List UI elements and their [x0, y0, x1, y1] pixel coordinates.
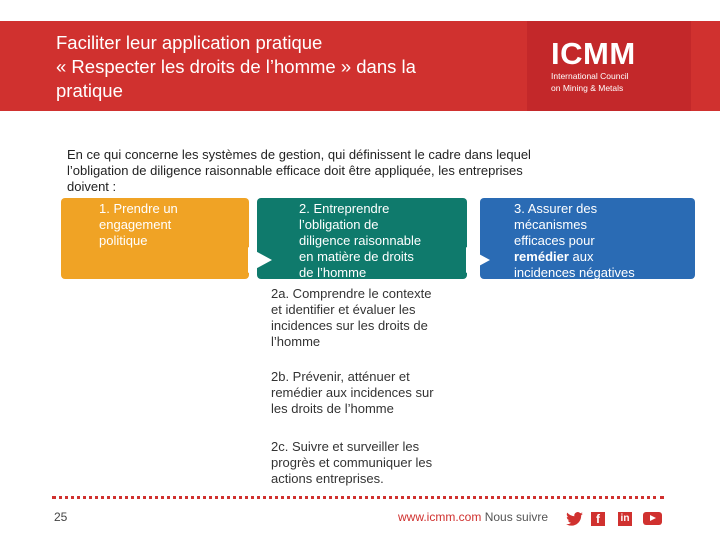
website-link[interactable]: www.icmm.com: [398, 510, 482, 524]
header-banner: [0, 21, 720, 111]
substep-line: 2c. Suivre et surveiller les: [271, 439, 420, 454]
substep-line: l’homme: [271, 334, 321, 349]
linkedin-icon[interactable]: in: [618, 512, 632, 526]
substep-line: 2b. Prévenir, atténuer et: [271, 369, 410, 384]
substep-2b: [271, 369, 471, 417]
follow-us-label: Nous suivre: [484, 510, 549, 524]
step-text-line: incidences négatives: [514, 265, 635, 280]
logo-subtitle-line: International Council: [551, 71, 629, 81]
intro-line: l’obligation de diligence raisonnable efficace doit être appliquée, les entreprises: [67, 163, 523, 178]
substep-2a: [271, 286, 471, 350]
play-arrow-icon: [466, 247, 490, 273]
step-text-line: 2. Entreprendre: [299, 201, 390, 216]
twitter-icon[interactable]: [566, 512, 583, 526]
page-number: 25: [54, 510, 68, 524]
step-text-line: [514, 249, 695, 265]
substep-line: remédier aux incidences sur: [271, 385, 434, 400]
substep-line: progrès et communiquer les: [271, 455, 433, 470]
title-line: pratique: [56, 80, 123, 101]
step-text-line: engagement: [99, 217, 172, 232]
step-text-line: diligence raisonnable: [299, 233, 422, 248]
play-arrow-icon: [248, 247, 272, 273]
step-text-rest: aux: [568, 249, 594, 264]
step-2-box: [257, 198, 467, 279]
slide-title: [56, 31, 486, 103]
intro-line: En ce qui concerne les systèmes de gestion, qui définissent le cadre dans lequel: [67, 147, 531, 162]
title-line: « Respecter les droits de l’homme » dans la: [56, 56, 416, 77]
step-emphasis: remédier: [514, 249, 569, 264]
footer-divider: [52, 496, 664, 499]
step-text-line: l’obligation de: [299, 217, 379, 232]
substep-line: actions entreprises.: [271, 471, 384, 486]
step-text-line: 3. Assurer des: [514, 201, 598, 216]
intro-text: [67, 147, 667, 195]
footer-links: [398, 510, 548, 524]
step-1-box: [61, 198, 249, 279]
substep-line: 2a. Comprendre le contexte: [271, 286, 432, 301]
substep-2c: [271, 439, 471, 487]
step-text-line: efficaces pour: [514, 233, 595, 248]
logo-subtitle-line: on Mining & Metals: [551, 83, 624, 93]
title-line: Faciliter leur application pratique: [56, 32, 323, 53]
step-3-box: [480, 198, 695, 279]
step-text-line: de l’homme: [299, 265, 367, 280]
intro-line: doivent :: [67, 179, 117, 194]
icmm-logo: [527, 21, 691, 111]
logo-wordmark: ICMM: [551, 36, 636, 71]
facebook-icon[interactable]: f: [591, 512, 605, 526]
step-text-line: politique: [99, 233, 148, 248]
step-text-line: en matière de droits: [299, 249, 414, 264]
step-text-line: mécanismes: [514, 217, 587, 232]
youtube-icon[interactable]: [643, 512, 662, 525]
step-text-line: 1. Prendre un: [99, 201, 178, 216]
substep-line: incidences sur les droits de: [271, 318, 428, 333]
substep-line: et identifier et évaluer les: [271, 302, 416, 317]
substep-line: les droits de l’homme: [271, 401, 394, 416]
